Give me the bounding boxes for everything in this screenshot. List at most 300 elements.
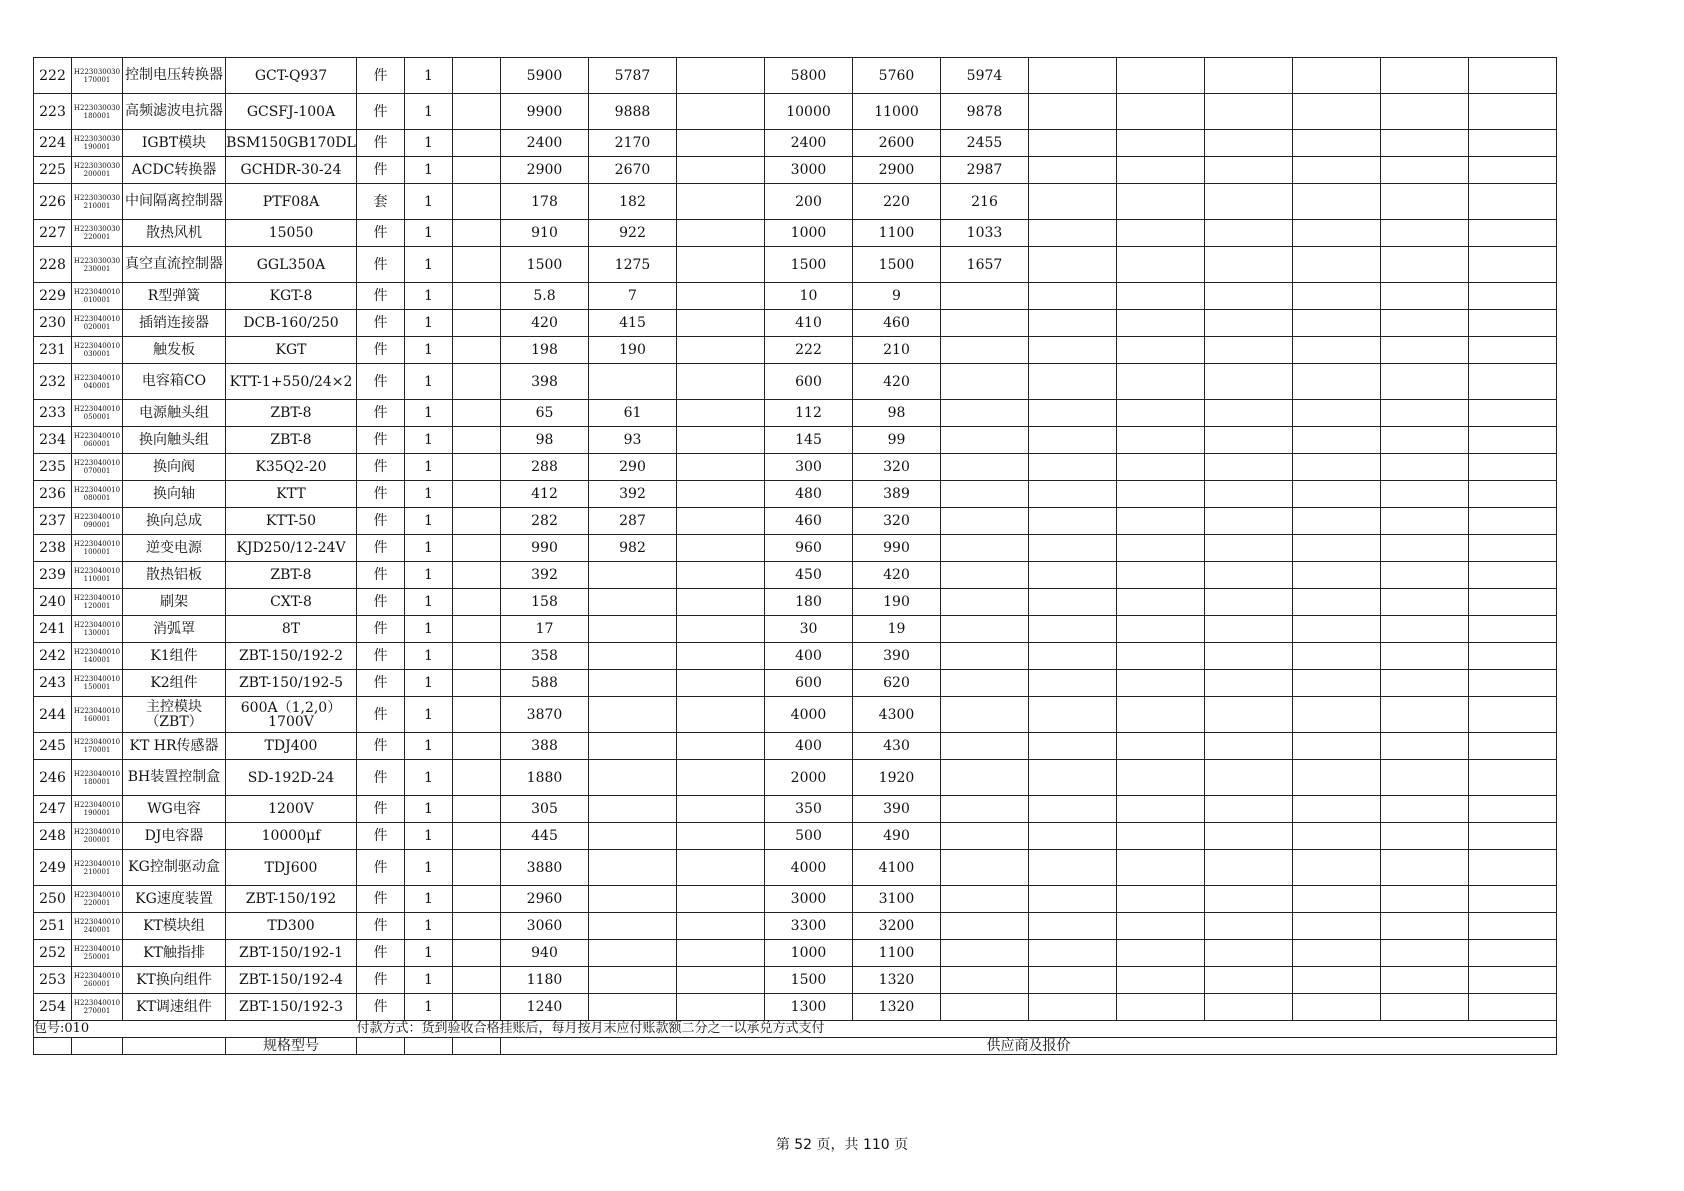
spec-model: KGT [226,337,357,364]
price-cell: 30 [765,616,853,643]
blank-cell [453,58,501,94]
price-cell [1117,967,1205,994]
price-cell [677,760,765,796]
price-cell: 960 [765,535,853,562]
price-cell [1029,616,1117,643]
price-cell [1469,643,1557,670]
quantity: 1 [405,508,453,535]
price-cell [677,697,765,733]
price-cell [589,697,677,733]
price-cell [1469,220,1557,247]
quantity: 1 [405,220,453,247]
table-row [34,589,1557,616]
price-cell [1029,400,1117,427]
price-cell [1469,733,1557,760]
price-cell [1293,220,1381,247]
material-code: H223040010270001 [72,994,123,1021]
price-cell [677,886,765,913]
table-row [34,535,1557,562]
header-spec: 规格型号 [226,1038,357,1055]
blank-cell [453,796,501,823]
table-row [34,283,1557,310]
unit: 件 [357,823,405,850]
price-cell [677,562,765,589]
price-cell: 1300 [765,994,853,1021]
price-cell: 11000 [853,94,941,130]
unit: 件 [357,796,405,823]
price-cell: 112 [765,400,853,427]
blank-cell [453,589,501,616]
material-code: H223040010140001 [72,643,123,670]
price-cell [1117,697,1205,733]
spec-model: ZBT-150/192-3 [226,994,357,1021]
material-code: H223040010040001 [72,364,123,400]
row-number: 222 [34,58,72,94]
spec-model: DCB-160/250 [226,310,357,337]
quantity: 1 [405,760,453,796]
quantity: 1 [405,157,453,184]
price-cell [1381,400,1469,427]
price-cell: 400 [765,733,853,760]
item-name: KT换向组件 [123,967,226,994]
price-cell [677,643,765,670]
item-name: KG速度装置 [123,886,226,913]
material-code: H223040010150001 [72,670,123,697]
price-cell [1117,247,1205,283]
material-code: H223030030180001 [72,94,123,130]
row-number: 253 [34,967,72,994]
material-code: H223040010030001 [72,337,123,364]
item-name: KT触指排 [123,940,226,967]
material-code: H223040010130001 [72,616,123,643]
unit: 件 [357,994,405,1021]
item-name: 触发板 [123,337,226,364]
price-cell: 412 [501,481,589,508]
material-code: H223040010180001 [72,760,123,796]
header-cell-qty [405,1038,453,1055]
material-code: H223030030200001 [72,157,123,184]
item-name: ACDC转换器 [123,157,226,184]
price-cell [677,535,765,562]
item-name: 插销连接器 [123,310,226,337]
price-cell: 1033 [941,220,1029,247]
quantity: 1 [405,589,453,616]
table-row [34,670,1557,697]
table-row [34,58,1557,94]
price-cell: 222 [765,337,853,364]
payment-terms: 付款方式：货到验收合格挂账后，每月按月末应付账款额二分之一以承兑方式支付 [357,1021,1557,1038]
price-cell [1205,94,1293,130]
price-cell: 5900 [501,58,589,94]
price-cell [1205,994,1293,1021]
price-cell [1117,562,1205,589]
price-cell [1381,157,1469,184]
price-cell [1117,364,1205,400]
price-cell [1293,454,1381,481]
price-cell [1469,310,1557,337]
price-cell [1469,616,1557,643]
price-cell [1381,823,1469,850]
spec-model: ZBT-8 [226,562,357,589]
price-cell: 389 [853,481,941,508]
material-code: H223040010020001 [72,310,123,337]
unit: 件 [357,130,405,157]
price-cell [1381,481,1469,508]
price-cell [1381,697,1469,733]
price-cell [1117,220,1205,247]
quantity: 1 [405,94,453,130]
table-row [34,157,1557,184]
price-cell: 17 [501,616,589,643]
price-cell [1381,850,1469,886]
spec-model: 8T [226,616,357,643]
price-cell [1293,310,1381,337]
quantity: 1 [405,337,453,364]
table-row [34,400,1557,427]
price-cell: 398 [501,364,589,400]
price-cell [1205,823,1293,850]
spec-model: CXT-8 [226,589,357,616]
price-cell [1205,796,1293,823]
quantity: 1 [405,994,453,1021]
blank-cell [453,913,501,940]
price-cell [1029,697,1117,733]
price-cell [1293,427,1381,454]
price-cell [941,733,1029,760]
blank-cell [453,184,501,220]
row-number: 235 [34,454,72,481]
item-name: 散热风机 [123,220,226,247]
quantity: 1 [405,364,453,400]
item-name: 电容箱CO [123,364,226,400]
unit: 件 [357,283,405,310]
quantity: 1 [405,481,453,508]
price-cell [1117,310,1205,337]
price-cell [589,589,677,616]
spec-model: 1200V [226,796,357,823]
quantity: 1 [405,283,453,310]
material-code: H223040010120001 [72,589,123,616]
spec-model: BSM150GB170DL [226,130,357,157]
price-cell [677,310,765,337]
quantity: 1 [405,850,453,886]
row-number: 242 [34,643,72,670]
price-cell [1029,58,1117,94]
spec-model: ZBT-150/192-1 [226,940,357,967]
material-code: H223040010090001 [72,508,123,535]
blank-cell [453,283,501,310]
quantity: 1 [405,184,453,220]
row-number: 251 [34,913,72,940]
price-cell: 1275 [589,247,677,283]
unit: 件 [357,427,405,454]
item-name: 换向总成 [123,508,226,535]
header-cell-no [34,1038,72,1055]
price-cell [1117,337,1205,364]
price-cell [1381,670,1469,697]
blank-cell [453,508,501,535]
item-name: 中间隔离控制器 [123,184,226,220]
item-name: 换向轴 [123,481,226,508]
quantity: 1 [405,670,453,697]
package-spacer [123,1021,357,1038]
price-cell [677,220,765,247]
price-cell [677,157,765,184]
price-cell [941,643,1029,670]
price-cell [1469,913,1557,940]
row-number: 239 [34,562,72,589]
price-cell [1029,94,1117,130]
material-code: H223040010200001 [72,823,123,850]
price-cell: 1000 [765,220,853,247]
price-cell [1205,184,1293,220]
item-name: 散热铝板 [123,562,226,589]
price-cell [589,796,677,823]
price-cell: 3870 [501,697,589,733]
price-cell [1205,616,1293,643]
price-cell: 450 [765,562,853,589]
table-row [34,616,1557,643]
price-cell: 300 [765,454,853,481]
price-cell: 305 [501,796,589,823]
table-row [34,643,1557,670]
row-number: 246 [34,760,72,796]
price-cell: 3000 [765,157,853,184]
price-cell: 415 [589,310,677,337]
price-cell [1029,157,1117,184]
item-name: 控制电压转换器 [123,58,226,94]
price-cell [1029,886,1117,913]
unit: 件 [357,886,405,913]
quantity: 1 [405,535,453,562]
row-number: 250 [34,886,72,913]
row-number: 236 [34,481,72,508]
price-cell [1117,913,1205,940]
price-cell [1293,589,1381,616]
spec-model: ZBT-150/192-2 [226,643,357,670]
price-cell: 3100 [853,886,941,913]
price-sheet-table [33,57,1557,1055]
table-row [34,427,1557,454]
price-cell [1117,184,1205,220]
price-cell [1469,58,1557,94]
price-cell [1029,310,1117,337]
price-cell [941,427,1029,454]
price-cell [1205,760,1293,796]
price-cell: 392 [589,481,677,508]
price-cell: 2960 [501,886,589,913]
unit: 件 [357,760,405,796]
price-cell [589,823,677,850]
quantity: 1 [405,58,453,94]
spec-model: K35Q2-20 [226,454,357,481]
price-cell [941,400,1029,427]
spec-model: ZBT-150/192-4 [226,967,357,994]
table-row [34,481,1557,508]
material-code: H223030030210001 [72,184,123,220]
price-cell [1469,535,1557,562]
price-cell: 210 [853,337,941,364]
price-cell [589,886,677,913]
price-cell: 390 [853,796,941,823]
price-cell [941,823,1029,850]
price-cell [1029,994,1117,1021]
material-code: H223030030190001 [72,130,123,157]
material-code: H223040010110001 [72,562,123,589]
row-number: 254 [34,994,72,1021]
price-cell [1293,940,1381,967]
package-label: 包号:010 [34,1021,123,1038]
material-code: H223040010010001 [72,283,123,310]
blank-cell [453,364,501,400]
price-cell [1469,481,1557,508]
price-cell [1117,508,1205,535]
unit: 件 [357,337,405,364]
price-cell: 600 [765,670,853,697]
price-cell: 180 [765,589,853,616]
price-cell [1205,454,1293,481]
unit: 件 [357,481,405,508]
price-cell [1381,562,1469,589]
quantity: 1 [405,886,453,913]
price-cell [1117,427,1205,454]
price-cell: 5.8 [501,283,589,310]
price-cell [1293,760,1381,796]
price-cell [1469,283,1557,310]
price-cell [1117,283,1205,310]
price-cell [1469,760,1557,796]
row-number: 223 [34,94,72,130]
price-cell: 158 [501,589,589,616]
quantity: 1 [405,427,453,454]
price-cell: 288 [501,454,589,481]
unit: 件 [357,535,405,562]
price-cell [677,247,765,283]
price-cell: 480 [765,481,853,508]
price-cell [941,508,1029,535]
price-cell [677,184,765,220]
price-cell [1469,796,1557,823]
header-row [34,1038,1557,1055]
price-cell: 5974 [941,58,1029,94]
price-cell [1205,562,1293,589]
price-cell: 358 [501,643,589,670]
price-cell [589,967,677,994]
price-cell [1469,670,1557,697]
item-name: K1组件 [123,643,226,670]
table-row [34,796,1557,823]
price-cell [1029,337,1117,364]
price-cell [677,967,765,994]
price-cell: 350 [765,796,853,823]
price-cell [589,760,677,796]
price-cell: 198 [501,337,589,364]
price-cell: 410 [765,310,853,337]
price-cell [1205,157,1293,184]
item-name: IGBT模块 [123,130,226,157]
price-cell: 5800 [765,58,853,94]
price-cell [677,400,765,427]
item-name: BH装置控制盒 [123,760,226,796]
item-name: KG控制驱动盒 [123,850,226,886]
price-cell [1469,589,1557,616]
price-cell [1469,508,1557,535]
price-cell: 620 [853,670,941,697]
price-cell: 287 [589,508,677,535]
item-name: WG电容 [123,796,226,823]
price-cell [1117,796,1205,823]
price-cell [1117,994,1205,1021]
price-cell [1469,697,1557,733]
spec-model: 15050 [226,220,357,247]
price-cell [1469,247,1557,283]
price-cell: 3060 [501,913,589,940]
price-cell [941,616,1029,643]
spec-model: TDJ400 [226,733,357,760]
price-cell [1117,130,1205,157]
price-cell: 922 [589,220,677,247]
price-cell [1293,508,1381,535]
price-cell [1381,283,1469,310]
table-row [34,733,1557,760]
price-cell [1117,535,1205,562]
price-cell [1205,733,1293,760]
row-number: 228 [34,247,72,283]
quantity: 1 [405,130,453,157]
price-cell [677,913,765,940]
price-cell [589,364,677,400]
material-code: H223040010210001 [72,850,123,886]
spec-model: PTF08A [226,184,357,220]
table-row [34,562,1557,589]
table-row [34,760,1557,796]
price-cell: 1920 [853,760,941,796]
price-cell [589,562,677,589]
row-number: 241 [34,616,72,643]
material-code: H223040010220001 [72,886,123,913]
price-cell [1029,967,1117,994]
price-cell [1117,400,1205,427]
item-name: 真空直流控制器 [123,247,226,283]
price-cell [1293,184,1381,220]
price-cell [1293,670,1381,697]
unit: 件 [357,616,405,643]
price-cell: 200 [765,184,853,220]
table-row [34,697,1557,733]
price-cell [1469,364,1557,400]
spec-model: GCT-Q937 [226,58,357,94]
table-row [34,247,1557,283]
price-cell [589,643,677,670]
price-cell [941,967,1029,994]
price-cell [1205,427,1293,454]
price-cell [1293,337,1381,364]
item-name: 换向阀 [123,454,226,481]
blank-cell [453,535,501,562]
row-number: 248 [34,823,72,850]
unit: 件 [357,58,405,94]
price-cell [589,670,677,697]
price-cell [1029,427,1117,454]
price-cell [1029,589,1117,616]
price-cell: 4000 [765,850,853,886]
price-cell: 990 [853,535,941,562]
price-cell: 2455 [941,130,1029,157]
price-cell [589,616,677,643]
table-row [34,220,1557,247]
price-cell [1205,130,1293,157]
price-cell: 61 [589,400,677,427]
